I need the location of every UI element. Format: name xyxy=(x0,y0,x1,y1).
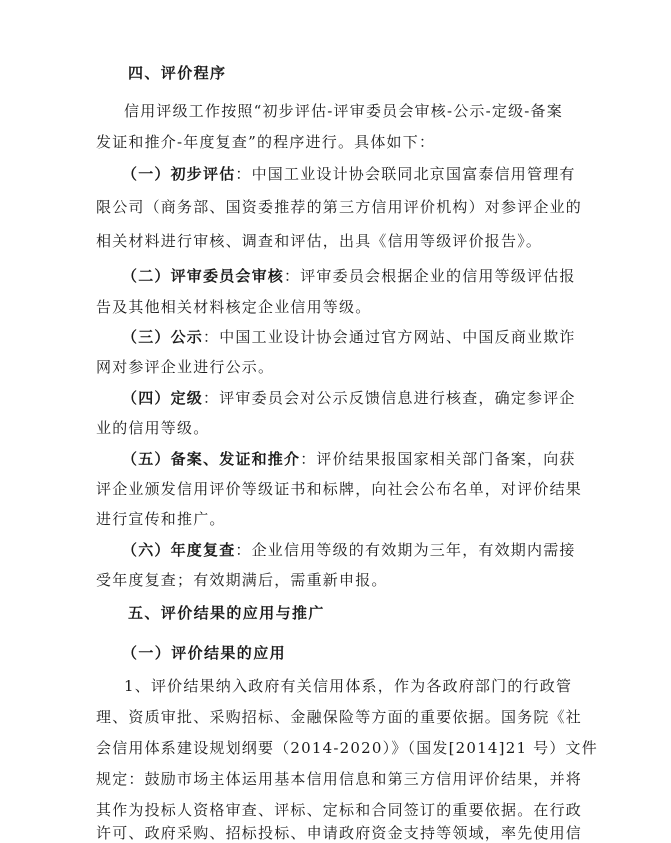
step-5-line: 评企业颁发信用评价等级证书和标牌，向社会公布名单，对评价结果 xyxy=(96,480,583,498)
section-heading-evaluation-procedure: 四、评价程序 xyxy=(128,64,227,82)
paragraph-line: 会信用体系建设规划纲要（2014-2020）》（国发[2014]21 号）文件 xyxy=(96,739,598,757)
step-4-text: ：评审委员会对公示反馈信息进行核查，确定参评企 xyxy=(203,389,576,407)
intro-line: 信用评级工作按照“初步评估-评审委员会审核-公示-定级-备案 xyxy=(124,102,563,120)
step-5-line xyxy=(122,449,576,469)
step-4-line: 业的信用等级。 xyxy=(96,419,210,437)
step-5-text: ：评价结果报国家相关部门备案，向获 xyxy=(300,450,576,468)
step-2-line: 告及其他相关材料核定企业信用等级。 xyxy=(96,298,372,316)
step-6-line xyxy=(122,540,576,560)
step-3-text: ：中国工业设计协会通过官方网站、中国反商业欺诈 xyxy=(203,328,576,346)
step-1-line xyxy=(122,164,576,184)
paragraph-line: 规定：鼓励市场主体运用基本信用信息和第三方信用评价结果，并将 xyxy=(96,770,583,788)
step-2-text: ：评审委员会根据企业的信用等级评估报 xyxy=(284,267,576,285)
step-3-line: 网对参评企业进行公示。 xyxy=(96,358,275,376)
paragraph-line: 理、资质审批、采购招标、金融保险等方面的重要依据。国务院《社 xyxy=(96,708,583,726)
intro-line: 发证和推介-年度复查”的程序进行。具体如下： xyxy=(96,133,436,151)
step-2-line xyxy=(122,266,576,286)
step-6-label: （六）年度复查 xyxy=(122,541,236,559)
step-4-line xyxy=(122,388,576,408)
paragraph-line: 其作为投标人资格审查、评标、定标和合同签订的重要依据。在行政 xyxy=(96,801,583,819)
step-1-text: ：中国工业设计协会联同北京国富泰信用管理有 xyxy=(235,165,576,183)
step-4-label: （四）定级 xyxy=(122,389,204,407)
step-6-line: 受年度复查；有效期满后，需重新申报。 xyxy=(96,571,388,589)
step-6-text: ：企业信用等级的有效期为三年，有效期内需接 xyxy=(235,541,576,559)
step-2-label: （二）评审委员会审核 xyxy=(122,267,285,285)
step-3-label: （三）公示 xyxy=(122,328,204,346)
step-5-label: （五）备案、发证和推介 xyxy=(122,450,301,468)
step-5-line: 进行宣传和推广。 xyxy=(96,510,226,528)
subheading-results-application: （一）评价结果的应用 xyxy=(122,644,287,662)
step-1-line: 相关材料进行审核、调查和评估，出具《信用等级评价报告》。 xyxy=(96,232,543,250)
step-3-line xyxy=(122,327,576,347)
section-heading-results-application: 五、评价结果的应用与推广 xyxy=(128,604,325,622)
paragraph-line: 1、评价结果纳入政府有关信用体系，作为各政府部门的行政管 xyxy=(124,677,573,695)
paragraph-line: 许可、政府采购、招标投标、申请政府资金支持等领域，率先使用信 xyxy=(96,824,583,842)
step-1-line: 限公司（商务部、国资委推荐的第三方信用评价机构）对参评企业的 xyxy=(96,198,583,216)
step-1-label: （一）初步评估 xyxy=(122,165,236,183)
